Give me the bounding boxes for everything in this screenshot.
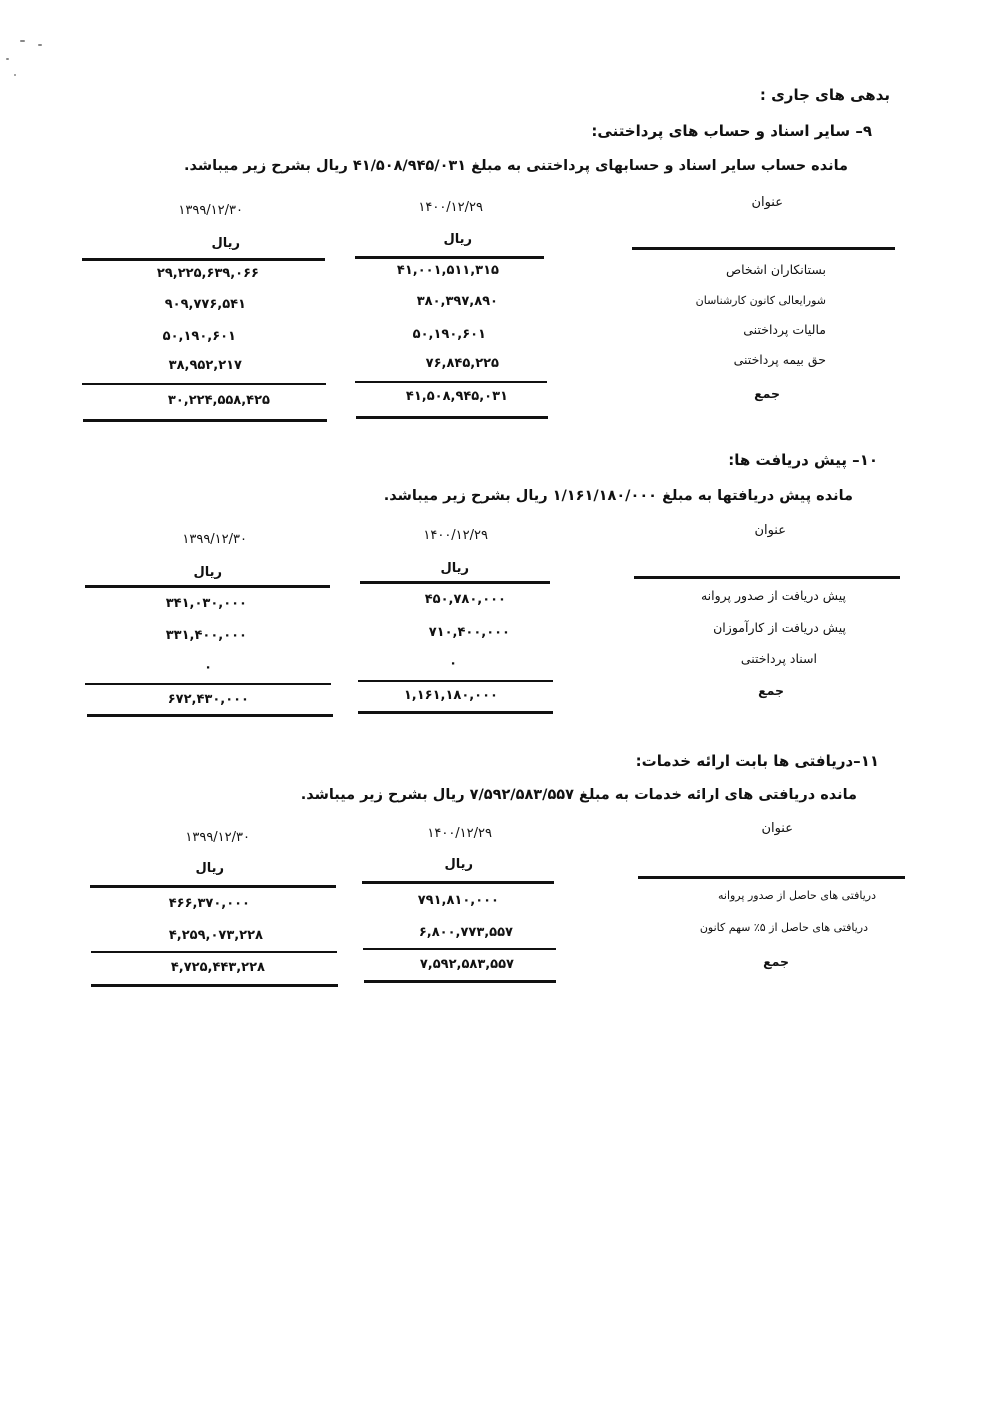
note9-total-1399: ۳۰,۲۲۴,۵۵۸,۴۲۵ (167, 393, 270, 408)
note9-row-1400: ۷۶,۸۴۵,۲۲۵ (425, 356, 499, 371)
note9-row-1400: ۴۱,۰۰۱,۵۱۱,۳۱۵ (396, 263, 499, 278)
note11-row-label: دریافتی های حاصل از صدور پروانه (717, 889, 876, 902)
note9-row-1399: ۲۹,۲۲۵,۶۳۹,۰۶۶ (156, 266, 259, 281)
scan-speck (38, 44, 42, 46)
note10-col-1399: ۱۳۹۹/۱۲/۳۰ (182, 532, 247, 547)
note10-col-title: عنوان (754, 523, 786, 538)
note10-row-1400: ۷۱۰,۴۰۰,۰۰۰ (428, 625, 510, 640)
section-title: بدهی های جاری : (759, 86, 890, 104)
note9-header-rule (632, 247, 895, 250)
note11-unit-1400: ریال (444, 857, 473, 872)
note9-total-label: جمع (754, 386, 780, 401)
note10-col-1400: ۱۴۰۰/۱۲/۲۹ (423, 528, 488, 543)
note9-unit-1399: ریال (211, 236, 240, 251)
note9-header-rule (355, 256, 544, 259)
note11-col-title: عنوان (761, 821, 793, 836)
note10-row-1399: ۳۴۱,۰۳۰,۰۰۰ (165, 596, 247, 611)
note10-unit-1399: ریال (193, 565, 222, 580)
note9-col-title: عنوان (751, 195, 783, 210)
note9-row-label: مالیات پرداختنی (743, 322, 826, 337)
note10-unit-1400: ریال (440, 561, 469, 576)
note11-row-1399: ۴۶۶,۳۷۰,۰۰۰ (168, 896, 250, 911)
note10-row-1400: ۰ (449, 656, 457, 671)
scan-speck (20, 40, 25, 42)
note9-unit-1400: ریال (443, 232, 472, 247)
note10-header-rule (634, 576, 900, 579)
note9-intro: مانده حساب سایر اسناد و حسابهای پرداختنی به مبلغ ۴۱/۵۰۸/۹۴۵/۰۳۱ ریال بشرح زیر میباشد. (183, 158, 848, 174)
note11-total-rule (364, 980, 556, 983)
note11-row-1400: ۷۹۱,۸۱۰,۰۰۰ (417, 893, 499, 908)
note11-header-rule (362, 881, 554, 884)
note11-row-1400: ۶,۸۰۰,۷۷۳,۵۵۷ (418, 925, 513, 940)
note9-row-1400: ۳۸۰,۳۹۷,۸۹۰ (416, 294, 498, 309)
note9-row-label: حق بیمه پرداختنی (733, 352, 826, 367)
note9-row-1400: ۵۰,۱۹۰,۶۰۱ (412, 327, 486, 342)
note10-row-label: پیش دریافت از کارآموزان (713, 620, 846, 635)
note11-col-1400: ۱۴۰۰/۱۲/۲۹ (427, 826, 492, 841)
note10-subtotal-rule (85, 683, 331, 685)
scan-speck (14, 74, 16, 76)
note9-total-1400: ۴۱,۵۰۸,۹۴۵,۰۳۱ (405, 389, 508, 404)
note10-row-label: پیش دریافت از صدور پروانه (700, 588, 846, 603)
note10-total-rule (358, 711, 553, 714)
note11-col-1399: ۱۳۹۹/۱۲/۳۰ (185, 830, 250, 845)
note11-total-label: جمع (763, 954, 789, 969)
note11-total-1399: ۴,۷۲۵,۴۴۳,۲۲۸ (170, 960, 265, 975)
note9-row-label: بستانکاران اشخاص (726, 262, 826, 277)
note11-row-1399: ۴,۲۵۹,۰۷۳,۲۲۸ (168, 928, 263, 943)
note10-row-1400: ۴۵۰,۷۸۰,۰۰۰ (424, 592, 506, 607)
note10-row-1399: ۰ (204, 660, 212, 675)
note11-intro: مانده دریافتی های ارائه خدمات به مبلغ ۷/۵۹۲/۵۸۳/۵۵۷ ریال بشرح زیر میباشد. (300, 787, 857, 803)
note9-row-1399: ۵۰,۱۹۰,۶۰۱ (162, 329, 236, 344)
note9-col-1400: ۱۴۰۰/۱۲/۲۹ (418, 200, 483, 215)
note11-header-rule (90, 885, 336, 888)
note9-col-1399: ۱۳۹۹/۱۲/۳۰ (178, 203, 243, 218)
scan-speck (6, 58, 9, 60)
note10-total-rule (87, 714, 333, 717)
note11-total-rule (91, 984, 338, 987)
note10-subtotal-rule (358, 680, 553, 682)
note11-unit-1399: ریال (195, 861, 224, 876)
note11-row-label: دریافتی های حاصل از ۵٪ سهم کانون (699, 921, 868, 934)
note9-header-rule (82, 258, 325, 261)
note9-row-1399: ۳۸,۹۵۲,۲۱۷ (168, 358, 242, 373)
note10-header-rule (85, 585, 330, 588)
note9-subtotal-rule (82, 383, 326, 385)
note10-total-label: جمع (758, 683, 784, 698)
note10-intro: مانده پیش دریافتها به مبلغ ۱/۱۶۱/۱۸۰/۰۰۰ ریال بشرح زیر میباشد. (383, 488, 853, 504)
note11-header-rule (638, 876, 905, 879)
note10-header-rule (360, 581, 550, 584)
note9-heading: ۹– سایر اسناد و حساب های پرداختنی: (591, 122, 872, 140)
note10-total-1400: ۱,۱۶۱,۱۸۰,۰۰۰ (403, 688, 498, 703)
note11-heading: ۱۱–دریافتی ها بابت ارائه خدمات: (635, 752, 879, 770)
note10-row-1399: ۳۳۱,۴۰۰,۰۰۰ (165, 628, 247, 643)
note10-row-label: اسناد پرداختنی (740, 651, 817, 666)
note11-subtotal-rule (91, 951, 337, 953)
note10-heading: ۱۰– پیش دریافت ها: (728, 451, 878, 469)
note9-total-rule (83, 419, 327, 422)
note11-subtotal-rule (363, 948, 556, 950)
note9-row-1399: ۹۰۹,۷۷۶,۵۴۱ (164, 297, 246, 312)
note11-total-1400: ۷,۵۹۲,۵۸۳,۵۵۷ (419, 957, 514, 972)
note9-row-label: شورایعالی کانون کارشناسان (695, 294, 826, 307)
note10-total-1399: ۶۷۲,۴۳۰,۰۰۰ (167, 692, 249, 707)
note9-total-rule (356, 416, 548, 419)
note9-subtotal-rule (355, 381, 547, 383)
